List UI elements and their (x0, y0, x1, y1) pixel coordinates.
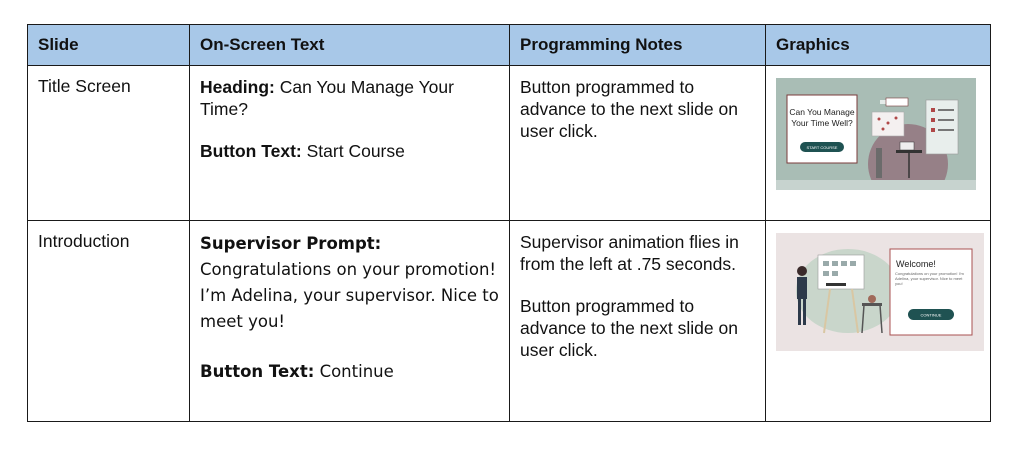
introduction-thumbnail (776, 233, 984, 351)
thumb-board-dot (882, 128, 885, 131)
graphics-cell (766, 66, 991, 221)
thumb-title-card (787, 95, 857, 163)
button-text-line (200, 140, 499, 162)
table-row (28, 66, 991, 221)
thumb-check-line (938, 119, 954, 121)
thumb-plant (868, 295, 876, 303)
note-paragraph: Supervisor animation flies in from the left at .75 seconds. (520, 232, 739, 274)
thumb-stool-seat (862, 303, 882, 306)
supervisor-prompt (200, 231, 499, 335)
thumb-board-tile (832, 271, 838, 276)
thumb-title-line2: Your Time Well? (791, 118, 853, 128)
thumb-welcome-title: Welcome! (896, 259, 936, 269)
slide-cell (28, 221, 190, 422)
thumb-stool (876, 148, 882, 178)
thumb-board-tile (832, 261, 838, 266)
header-programming-notes: Programming Notes (510, 25, 766, 66)
slide-name: Title Screen (38, 76, 131, 96)
thumb-laptop (826, 283, 846, 286)
thumb-desk (896, 150, 922, 153)
thumb-continue-button-label: CONTINUE (920, 312, 942, 318)
thumb-board-dot (878, 118, 881, 121)
thumb-supervisor-head (797, 266, 807, 276)
thumb-welcome-body: Congratulations on your promotion! I'm Adelina, your supervisor. Nice to meet you! (895, 271, 964, 286)
storyboard-table (27, 24, 991, 422)
thumb-board-tile (841, 261, 847, 266)
thumb-check-box (931, 118, 935, 122)
button-text-line (200, 359, 499, 385)
header-slide: Slide (28, 25, 190, 66)
thumb-laptop (900, 142, 914, 150)
thumb-clock-display (886, 98, 908, 106)
thumb-checklist (926, 100, 958, 154)
table-row (28, 221, 991, 422)
header-on-screen-text: On-Screen Text (190, 25, 510, 66)
button-text-label: Button Text: (200, 141, 302, 161)
thumb-check-box (931, 108, 935, 112)
on-screen-text-cell (190, 221, 510, 422)
note-paragraph: Button programmed to advance to the next slide on user click. (520, 77, 738, 141)
thumb-check-line (938, 109, 954, 111)
graphics-cell (766, 221, 991, 422)
button-text-value: Continue (319, 362, 394, 381)
thumb-check-box (931, 128, 935, 132)
thumb-supervisor-leg (803, 299, 806, 325)
thumb-supervisor-leg (798, 299, 801, 325)
heading-line (200, 76, 499, 120)
thumb-start-button-label: START COURSE (806, 145, 838, 150)
button-text-value: Start Course (306, 141, 405, 161)
thumb-floor (776, 180, 976, 190)
header-graphics: Graphics (766, 25, 991, 66)
thumb-check-line (938, 129, 954, 131)
title-screen-thumbnail (776, 78, 976, 190)
header-row (28, 25, 991, 66)
slide-cell (28, 66, 190, 221)
thumb-board-tile (850, 261, 856, 266)
thumb-board-dot (895, 117, 898, 120)
thumb-board-tile (823, 261, 829, 266)
slide-name: Introduction (38, 231, 130, 251)
heading-label: Heading: (200, 77, 275, 97)
on-screen-text-cell (190, 66, 510, 221)
thumb-board-dot (887, 122, 890, 125)
supervisor-prompt-text: Congratulations on your promotion! I’m Adelina, your supervisor. Nice to meet you! (200, 260, 499, 331)
supervisor-prompt-label: Supervisor Prompt: (200, 234, 382, 253)
thumb-board-tile (823, 271, 829, 276)
programming-notes-cell (510, 66, 766, 221)
heading-text: Can You Manage Your Time? (200, 77, 454, 119)
thumb-supervisor-body (797, 277, 807, 299)
thumb-title-line1: Can You Manage (789, 107, 855, 117)
programming-notes-cell (510, 221, 766, 422)
thumb-welcome-body-wrap (895, 271, 969, 297)
button-text-label: Button Text: (200, 362, 315, 381)
note-paragraph: Button programmed to advance to the next slide on user click. (520, 296, 738, 360)
